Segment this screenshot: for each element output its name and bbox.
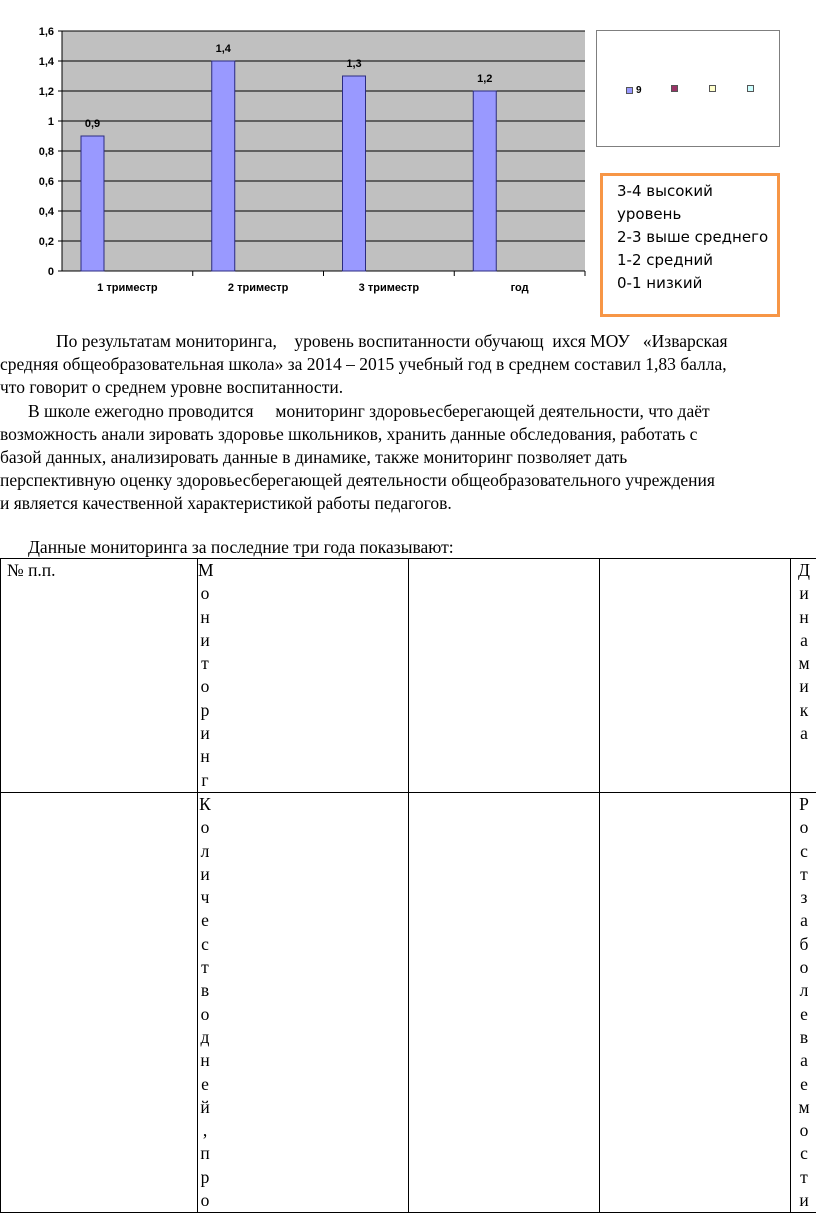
levels-line: 2-3 выше среднего bbox=[617, 226, 777, 249]
table-cell bbox=[600, 559, 791, 793]
x-tick-label: 1 триместр bbox=[97, 282, 158, 294]
paragraph-line: перспективную оценку здоровьесберегающей деятельности общеобразовательного учреждения bbox=[0, 469, 816, 492]
table-cell bbox=[600, 792, 791, 1212]
levels-line: 3-4 высокий bbox=[617, 180, 777, 203]
data-label: 0,9 bbox=[85, 118, 100, 130]
paragraph-table-intro: Данные мониторинга за последние три года показывают: bbox=[0, 536, 816, 559]
row1-dynamics: Р о с т з а б о л е в а е м о с т и bbox=[791, 792, 816, 1212]
paragraph-line: средняя общеобразовательная школа» за 2014 – 2015 учебный год в среднем составил 1,83 балла, bbox=[0, 353, 816, 376]
bar bbox=[81, 136, 104, 271]
header-np: № п.п. bbox=[1, 559, 198, 793]
levels-line: 1-2 средний bbox=[617, 249, 777, 272]
paragraph-line: что говорит о среднем уровне воспитанности. bbox=[0, 376, 816, 399]
bar-chart bbox=[0, 0, 600, 310]
x-tick-label: год bbox=[511, 282, 529, 294]
row1-indicator: К о л и ч е с т в о д н е й , п р о bbox=[198, 792, 409, 1212]
x-tick-label: 3 триместр bbox=[359, 282, 420, 294]
y-tick-label: 0,6 bbox=[39, 176, 54, 188]
data-label: 1,4 bbox=[216, 43, 232, 55]
chart-legend bbox=[596, 30, 780, 147]
bar-chart-svg bbox=[0, 0, 600, 310]
monitoring-table bbox=[0, 558, 816, 1213]
legend-swatch bbox=[626, 87, 633, 94]
header-dynamics: Д и н а м и к а bbox=[791, 559, 816, 793]
y-tick-label: 1,6 bbox=[39, 26, 54, 38]
paragraph-line: базой данных, анализировать данные в динамике, также мониторинг позволяет дать bbox=[0, 446, 816, 469]
table-cell bbox=[1, 792, 198, 1212]
levels-line: 0-1 низкий bbox=[617, 272, 777, 295]
table-cell bbox=[409, 792, 600, 1212]
legend-label: 9 bbox=[636, 85, 642, 96]
y-tick-label: 1 bbox=[48, 116, 54, 128]
paragraph-line: По результатам мониторинга, уровень воспитанности обучающ ихся МОУ «Изварская bbox=[0, 330, 816, 353]
levels-box bbox=[600, 173, 780, 317]
y-tick-label: 0,2 bbox=[39, 236, 54, 248]
legend-swatch bbox=[747, 85, 754, 92]
paragraph-line: В школе ежегодно проводится мониторинг здоровьесберегающей деятельности, что даёт bbox=[0, 400, 816, 423]
table-row bbox=[1, 792, 816, 1212]
bar bbox=[212, 61, 235, 271]
levels-line: уровень bbox=[617, 203, 777, 226]
legend-item bbox=[626, 85, 642, 96]
y-tick-label: 1,2 bbox=[39, 86, 54, 98]
y-tick-label: 1,4 bbox=[39, 56, 55, 68]
data-label: 1,2 bbox=[477, 73, 492, 85]
y-tick-label: 0 bbox=[48, 266, 54, 278]
legend-swatch bbox=[671, 85, 678, 92]
legend-item bbox=[671, 85, 681, 92]
legend-item bbox=[709, 85, 719, 92]
bar bbox=[473, 91, 496, 271]
paragraph-line: и является качественной характеристикой работы педагогов. bbox=[0, 492, 816, 515]
data-label: 1,3 bbox=[346, 58, 361, 70]
legend-swatch bbox=[709, 85, 716, 92]
paragraph-line: возможность анали зировать здоровье школьников, хранить данные обследования, работать с bbox=[0, 423, 816, 446]
y-tick-label: 0,8 bbox=[39, 146, 54, 158]
legend-item bbox=[747, 85, 757, 92]
x-tick-label: 2 триместр bbox=[228, 282, 289, 294]
y-tick-label: 0,4 bbox=[39, 206, 55, 218]
table-cell bbox=[409, 559, 600, 793]
table-row bbox=[1, 559, 816, 793]
header-monitoring: М о н и т о р и н г bbox=[198, 559, 409, 793]
bar bbox=[343, 76, 366, 271]
